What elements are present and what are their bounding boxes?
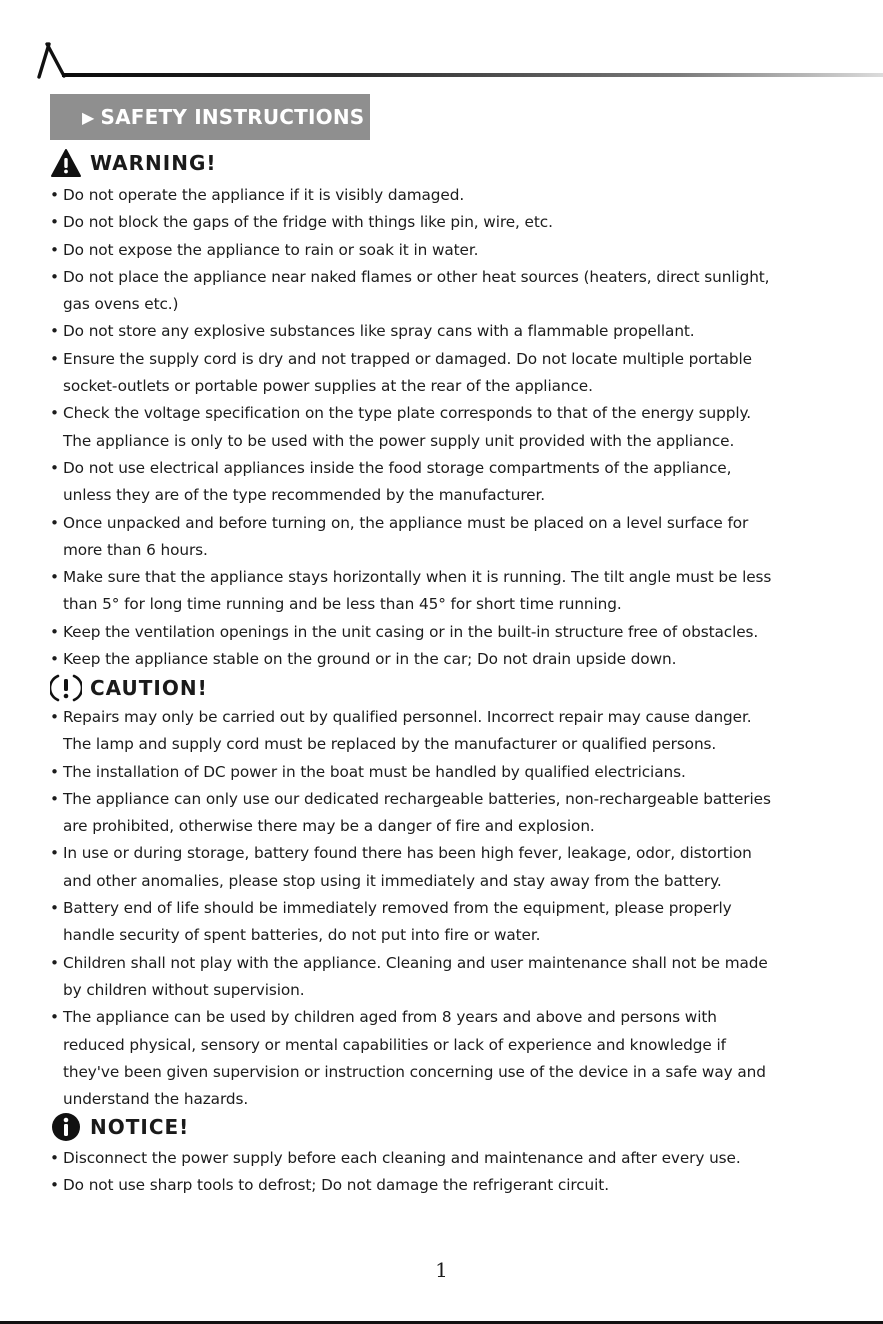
warning-item-line: • Ensure the supply cord is dry and not trapped or damaged. Do not locate multiple portable	[63, 349, 752, 368]
caution-item-line: by children without supervision.	[63, 980, 305, 999]
notice-list-item	[50, 1145, 850, 1172]
triangle-right-icon: ▶	[82, 107, 95, 127]
caution-item-line: • The appliance can only use our dedicated rechargeable batteries, non-rechargeable batteries	[63, 789, 771, 808]
warning-item-line: • Check the voltage specification on the type plate corresponds to that of the energy supply.	[63, 404, 752, 423]
caution-heading	[50, 671, 208, 705]
caution-item-line: and other anomalies, please stop using it immediately and stay away from the battery.	[63, 871, 722, 890]
warning-item-line: socket-outlets or portable power supplies at the rear of the appliance.	[63, 377, 593, 396]
warning-item-line: • Do not use electrical appliances inside the food storage compartments of the appliance,	[63, 458, 732, 477]
warning-item-line: • Do not place the appliance near naked flames or other heat sources (heaters, direct sunlight,	[63, 267, 770, 286]
warning-list	[50, 182, 850, 673]
caution-item-line: • Children shall not play with the appliance. Cleaning and user maintenance shall not be made	[63, 953, 768, 972]
info-icon	[50, 1112, 82, 1142]
warning-item-line: • Do not operate the appliance if it is visibly damaged.	[63, 186, 465, 204]
warning-list-item	[50, 346, 850, 401]
section-title: SAFETY INSTRUCTIONS	[100, 105, 365, 129]
caution-item-line: they've been given supervision or instruction concerning use of the device in a safe way and	[63, 1062, 766, 1081]
warning-item-line: • Do not expose the appliance to rain or soak it in water.	[63, 240, 479, 259]
caution-item-line: The lamp and supply cord must be replaced by the manufacturer or qualified persons.	[63, 735, 717, 754]
warning-heading	[50, 146, 217, 180]
warning-list-item	[50, 400, 850, 455]
notice-list	[50, 1145, 850, 1200]
caution-item-line: • The installation of DC power in the boat must be handled by qualified electricians.	[63, 762, 686, 781]
warning-list-item	[50, 646, 850, 673]
warning-title: WARNING!	[90, 151, 217, 175]
caution-item-line: • Battery end of life should be immediately removed from the equipment, please properly	[63, 899, 732, 918]
warning-list-item	[50, 510, 850, 565]
notice-item-line: • Disconnect the power supply before each cleaning and maintenance and after every use.	[63, 1149, 741, 1167]
caution-item-line: • In use or during storage, battery found there has been high fever, leakage, odor, distortion	[63, 844, 752, 863]
caution-list-item	[50, 759, 850, 786]
notice-item-line: • Do not use sharp tools to defrost; Do not damage the refrigerant circuit.	[63, 1176, 609, 1195]
warning-list-item	[50, 318, 850, 345]
warning-item-line: • Keep the appliance stable on the ground or in the car; Do not drain upside down.	[63, 650, 677, 669]
warning-list-item	[50, 455, 850, 510]
warning-list-item	[50, 619, 850, 646]
notice-heading	[50, 1110, 189, 1144]
caution-item-line: handle security of spent batteries, do not put into fire or water.	[63, 926, 541, 945]
warning-item-line: than 5° for long time running and be less than 45° for short time running.	[63, 595, 622, 614]
caution-item-line: • The appliance can be used by children aged from 8 years and above and persons with	[63, 1008, 717, 1027]
page-number: 1	[435, 1258, 448, 1282]
caution-list-item	[50, 786, 850, 841]
caution-item-line: are prohibited, otherwise there may be a danger of fire and explosion.	[63, 817, 595, 836]
warning-item-line: • Do not block the gaps of the fridge with things like pin, wire, etc.	[63, 213, 553, 232]
caution-list-item	[50, 840, 850, 895]
caution-list-item	[50, 895, 850, 950]
section-banner	[50, 94, 370, 140]
header-rule	[62, 73, 883, 77]
warning-list-item	[50, 237, 850, 264]
warning-item-line: • Do not store any explosive substances like spray cans with a flammable propellant.	[63, 322, 695, 341]
caution-title: CAUTION!	[90, 676, 208, 700]
warning-list-item	[50, 264, 850, 319]
warning-item-line: The appliance is only to be used with the power supply unit provided with the appliance.	[63, 431, 735, 450]
warning-item-line: • Make sure that the appliance stays horizontally when it is running. The tilt angle must be less	[63, 568, 772, 587]
warning-item-line: gas ovens etc.)	[63, 295, 179, 314]
caution-item-line: • Repairs may only be carried out by qualified personnel. Incorrect repair may cause danger.	[63, 708, 752, 726]
notice-title: NOTICE!	[90, 1115, 190, 1139]
warning-item-line: • Keep the ventilation openings in the unit casing or in the built-in structure free of obstacles.	[63, 622, 759, 641]
warning-item-line: unless they are of the type recommended by the manufacturer.	[63, 486, 546, 505]
caution-list-item	[50, 704, 850, 759]
caution-exclamation-icon	[50, 673, 82, 703]
warning-list-item	[50, 182, 850, 209]
notice-list-item	[50, 1172, 850, 1199]
warning-list-item	[50, 209, 850, 236]
warning-triangle-icon	[50, 148, 82, 178]
caution-item-line: understand the hazards.	[63, 1090, 249, 1109]
caution-list-item	[50, 950, 850, 1005]
warning-item-line: more than 6 hours.	[63, 540, 208, 559]
caution-list-item	[50, 1004, 850, 1113]
warning-list-item	[50, 564, 850, 619]
caution-item-line: reduced physical, sensory or mental capabilities or lack of experience and knowledge if	[63, 1035, 726, 1054]
caution-list	[50, 704, 850, 1113]
warning-item-line: • Once unpacked and before turning on, the appliance must be placed on a level surface for	[63, 513, 749, 532]
